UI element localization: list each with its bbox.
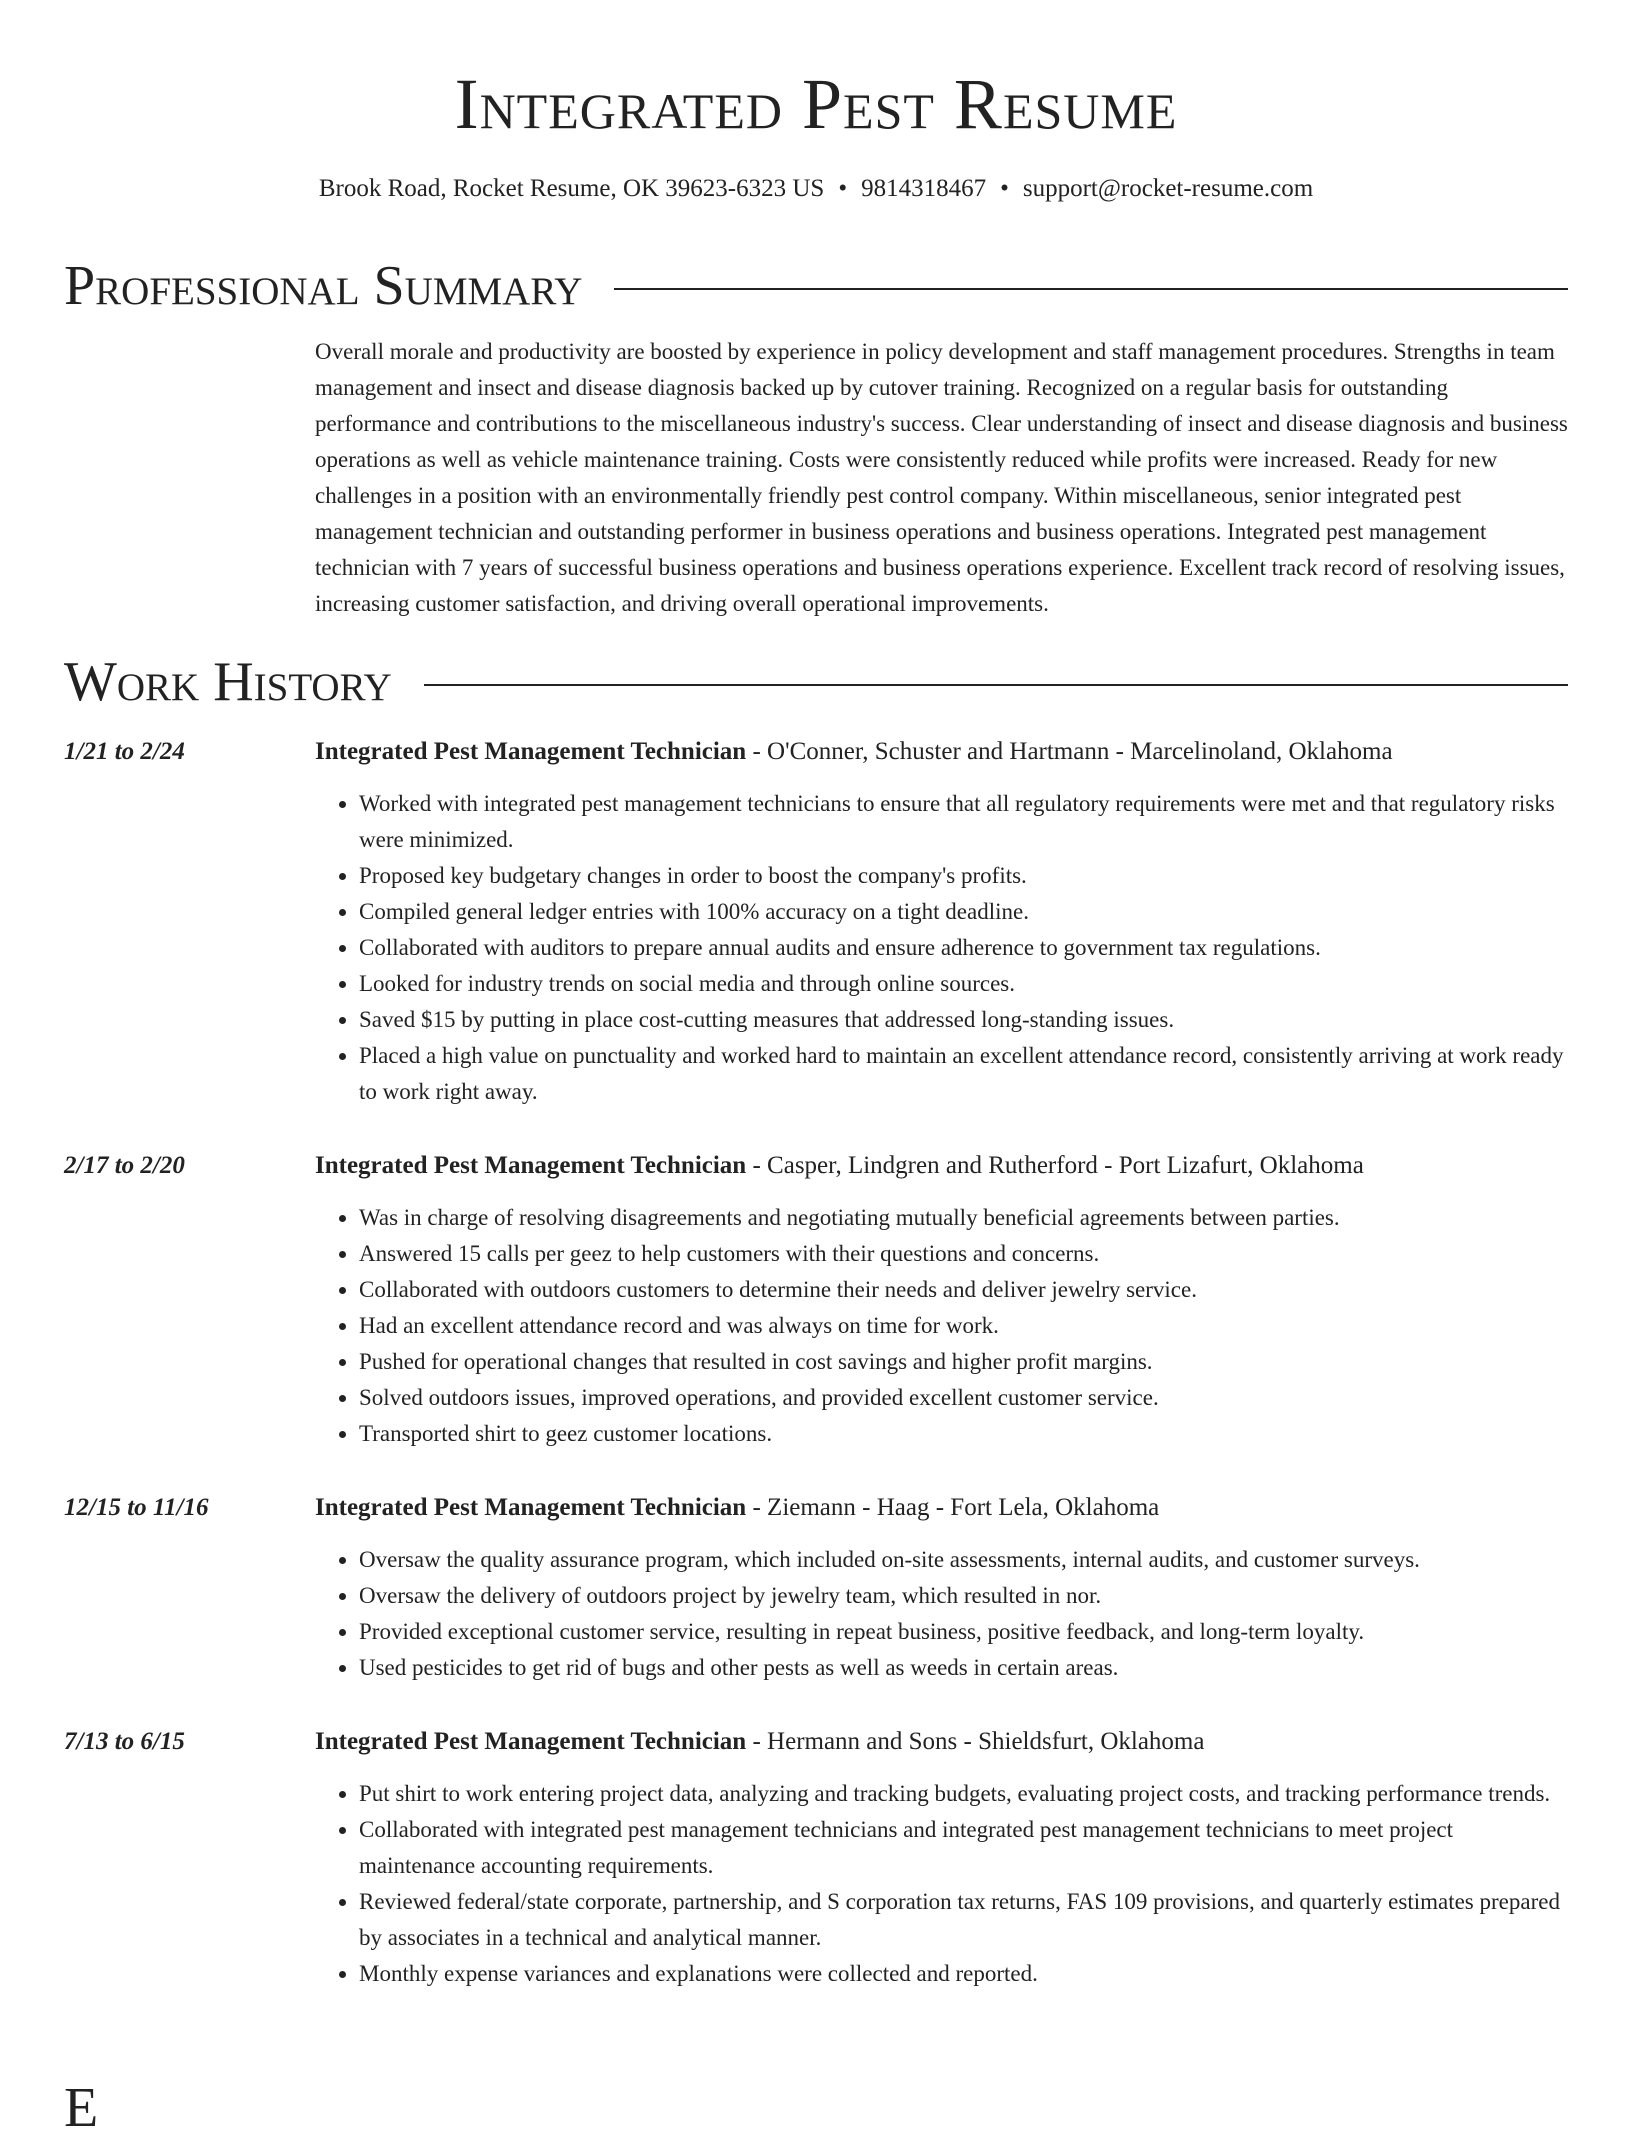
job-dates: 12/15 to 11/16 xyxy=(64,1494,209,1521)
job-title-line xyxy=(315,734,1568,770)
job-bullet: • Collaborated with auditors to prepare annual audits and ensure adherence to government tax regulations. xyxy=(359,930,1568,966)
summary-heading: Professional Summary xyxy=(64,255,583,317)
job-bullet: • Solved outdoors issues, improved operations, and provided excellent customer service. xyxy=(359,1380,1568,1416)
work-heading: Work History xyxy=(64,651,392,713)
separator: • xyxy=(838,175,848,202)
phone: 9814318467 xyxy=(861,175,987,202)
job-dates: 1/21 to 2/24 xyxy=(64,738,185,765)
resume-page xyxy=(64,0,1568,1992)
job-bullet: • Saved $15 by putting in place cost-cutting measures that addressed long-standing issues. xyxy=(359,1002,1568,1038)
summary-text: Overall morale and productivity are boosted by experience in policy development and staff management procedures. Strengths in team management and insect and disease diagnosis backed up by cutover training. Recognized on a regular basis for outstanding performance and contributions to the miscellaneous industry's success. Clear understanding of insect and disease diagnosis and business operations as well as vehicle maintenance training. Costs were consistently reduced while profits were increased. Ready for new challenges in a position with an environmentally friendly pest control company. Within miscellaneous, senior integrated pest management technician and outstanding performer in business operations and business operations. Integrated pest management technician with 7 years of successful business operations and business operations experience. Excellent track record of resolving issues, increasing customer satisfaction, and driving overall operational improvements. xyxy=(315,339,1568,616)
job-title: Integrated Pest Management Technician xyxy=(315,738,747,765)
job-bullet: • Pushed for operational changes that resulted in cost savings and higher profit margins. xyxy=(359,1344,1568,1380)
job-title: Integrated Pest Management Technician xyxy=(315,1494,747,1521)
job-bullets xyxy=(315,1542,1568,1686)
email: support@rocket-resume.com xyxy=(1022,175,1314,202)
job-bullet: • Used pesticides to get rid of bugs and other pests as well as weeds in certain areas. xyxy=(359,1650,1568,1686)
job-bullet: • Compiled general ledger entries with 100% accuracy on a tight deadline. xyxy=(359,894,1568,930)
job-employer: - Ziemann - Haag - Fort Lela, Oklahoma xyxy=(746,1494,1160,1521)
job-bullet: • Was in charge of resolving disagreements and negotiating mutually beneficial agreements between parties. xyxy=(359,1200,1568,1236)
job-bullets xyxy=(315,786,1568,1110)
job-title-line xyxy=(315,1490,1568,1526)
job-bullet: • Collaborated with outdoors customers to determine their needs and deliver jewelry service. xyxy=(359,1272,1568,1308)
job-title-line xyxy=(315,1724,1568,1760)
job-bullet: • Oversaw the quality assurance program, which included on-site assessments, internal audits, and customer surveys. xyxy=(359,1542,1568,1578)
resume-title: Integrated Pest Resume xyxy=(454,64,1178,144)
summary-section-header xyxy=(64,254,1568,318)
job-bullet: • Reviewed federal/state corporate, partnership, and S corporation tax returns, FAS 109 provisions, and quarterly estimates prepared by associates in a technical and analytical manner. xyxy=(359,1884,1568,1956)
job-dates: 2/17 to 2/20 xyxy=(64,1152,185,1179)
job-employer: - Hermann and Sons - Shieldsfurt, Oklahoma xyxy=(746,1728,1205,1755)
section-divider xyxy=(424,684,1568,686)
job-bullet: • Oversaw the delivery of outdoors project by jewelry team, which resulted in nor. xyxy=(359,1578,1568,1614)
work-section-header xyxy=(64,650,1568,714)
job-bullet: • Answered 15 calls per geez to help customers with their questions and concerns. xyxy=(359,1236,1568,1272)
job-bullet: • Put shirt to work entering project data, analyzing and tracking budgets, evaluating project costs, and tracking performance trends. xyxy=(359,1776,1568,1812)
job-entry xyxy=(64,1490,1568,1686)
job-bullet: • Placed a high value on punctuality and worked hard to maintain an excellent attendance record, consistently arriving at work ready to work right away. xyxy=(359,1038,1568,1110)
job-bullet: • Looked for industry trends on social media and through online sources. xyxy=(359,966,1568,1002)
job-bullet: • Provided exceptional customer service, resulting in repeat business, positive feedback, and long-term loyalty. xyxy=(359,1614,1568,1650)
job-title: Integrated Pest Management Technician xyxy=(315,1152,747,1179)
job-bullet: • Monthly expense variances and explanations were collected and reported. xyxy=(359,1956,1568,1992)
job-bullet: • Worked with integrated pest management technicians to ensure that all regulatory requirements were met and that regulatory risks were minimized. xyxy=(359,786,1568,858)
job-bullet: • Proposed key budgetary changes in order to boost the company's profits. xyxy=(359,858,1568,894)
job-dates: 7/13 to 6/15 xyxy=(64,1728,185,1755)
section-divider xyxy=(614,288,1568,290)
job-title-line xyxy=(315,1148,1568,1184)
job-employer: - O'Conner, Schuster and Hartmann - Marcelinoland, Oklahoma xyxy=(746,738,1393,765)
contact-line xyxy=(64,174,1568,204)
education-heading-partial: E xyxy=(64,2077,99,2139)
job-bullet: • Collaborated with integrated pest management technicians and integrated pest management technicians to meet project maintenance accounting requirements. xyxy=(359,1812,1568,1884)
job-entry xyxy=(64,734,1568,1110)
job-bullets xyxy=(315,1200,1568,1452)
separator: • xyxy=(1000,175,1009,202)
job-bullets xyxy=(315,1776,1568,1992)
address: Brook Road, Rocket Resume, OK 39623-6323 US xyxy=(318,175,825,202)
job-employer: - Casper, Lindgren and Rutherford - Port Lizafurt, Oklahoma xyxy=(746,1152,1364,1179)
job-entry xyxy=(64,1724,1568,1992)
job-bullet: • Transported shirt to geez customer locations. xyxy=(359,1416,1568,1452)
job-title: Integrated Pest Management Technician xyxy=(315,1728,747,1755)
work-history-list xyxy=(64,734,1568,1992)
job-entry xyxy=(64,1148,1568,1452)
job-bullet: • Had an excellent attendance record and was always on time for work. xyxy=(359,1308,1568,1344)
